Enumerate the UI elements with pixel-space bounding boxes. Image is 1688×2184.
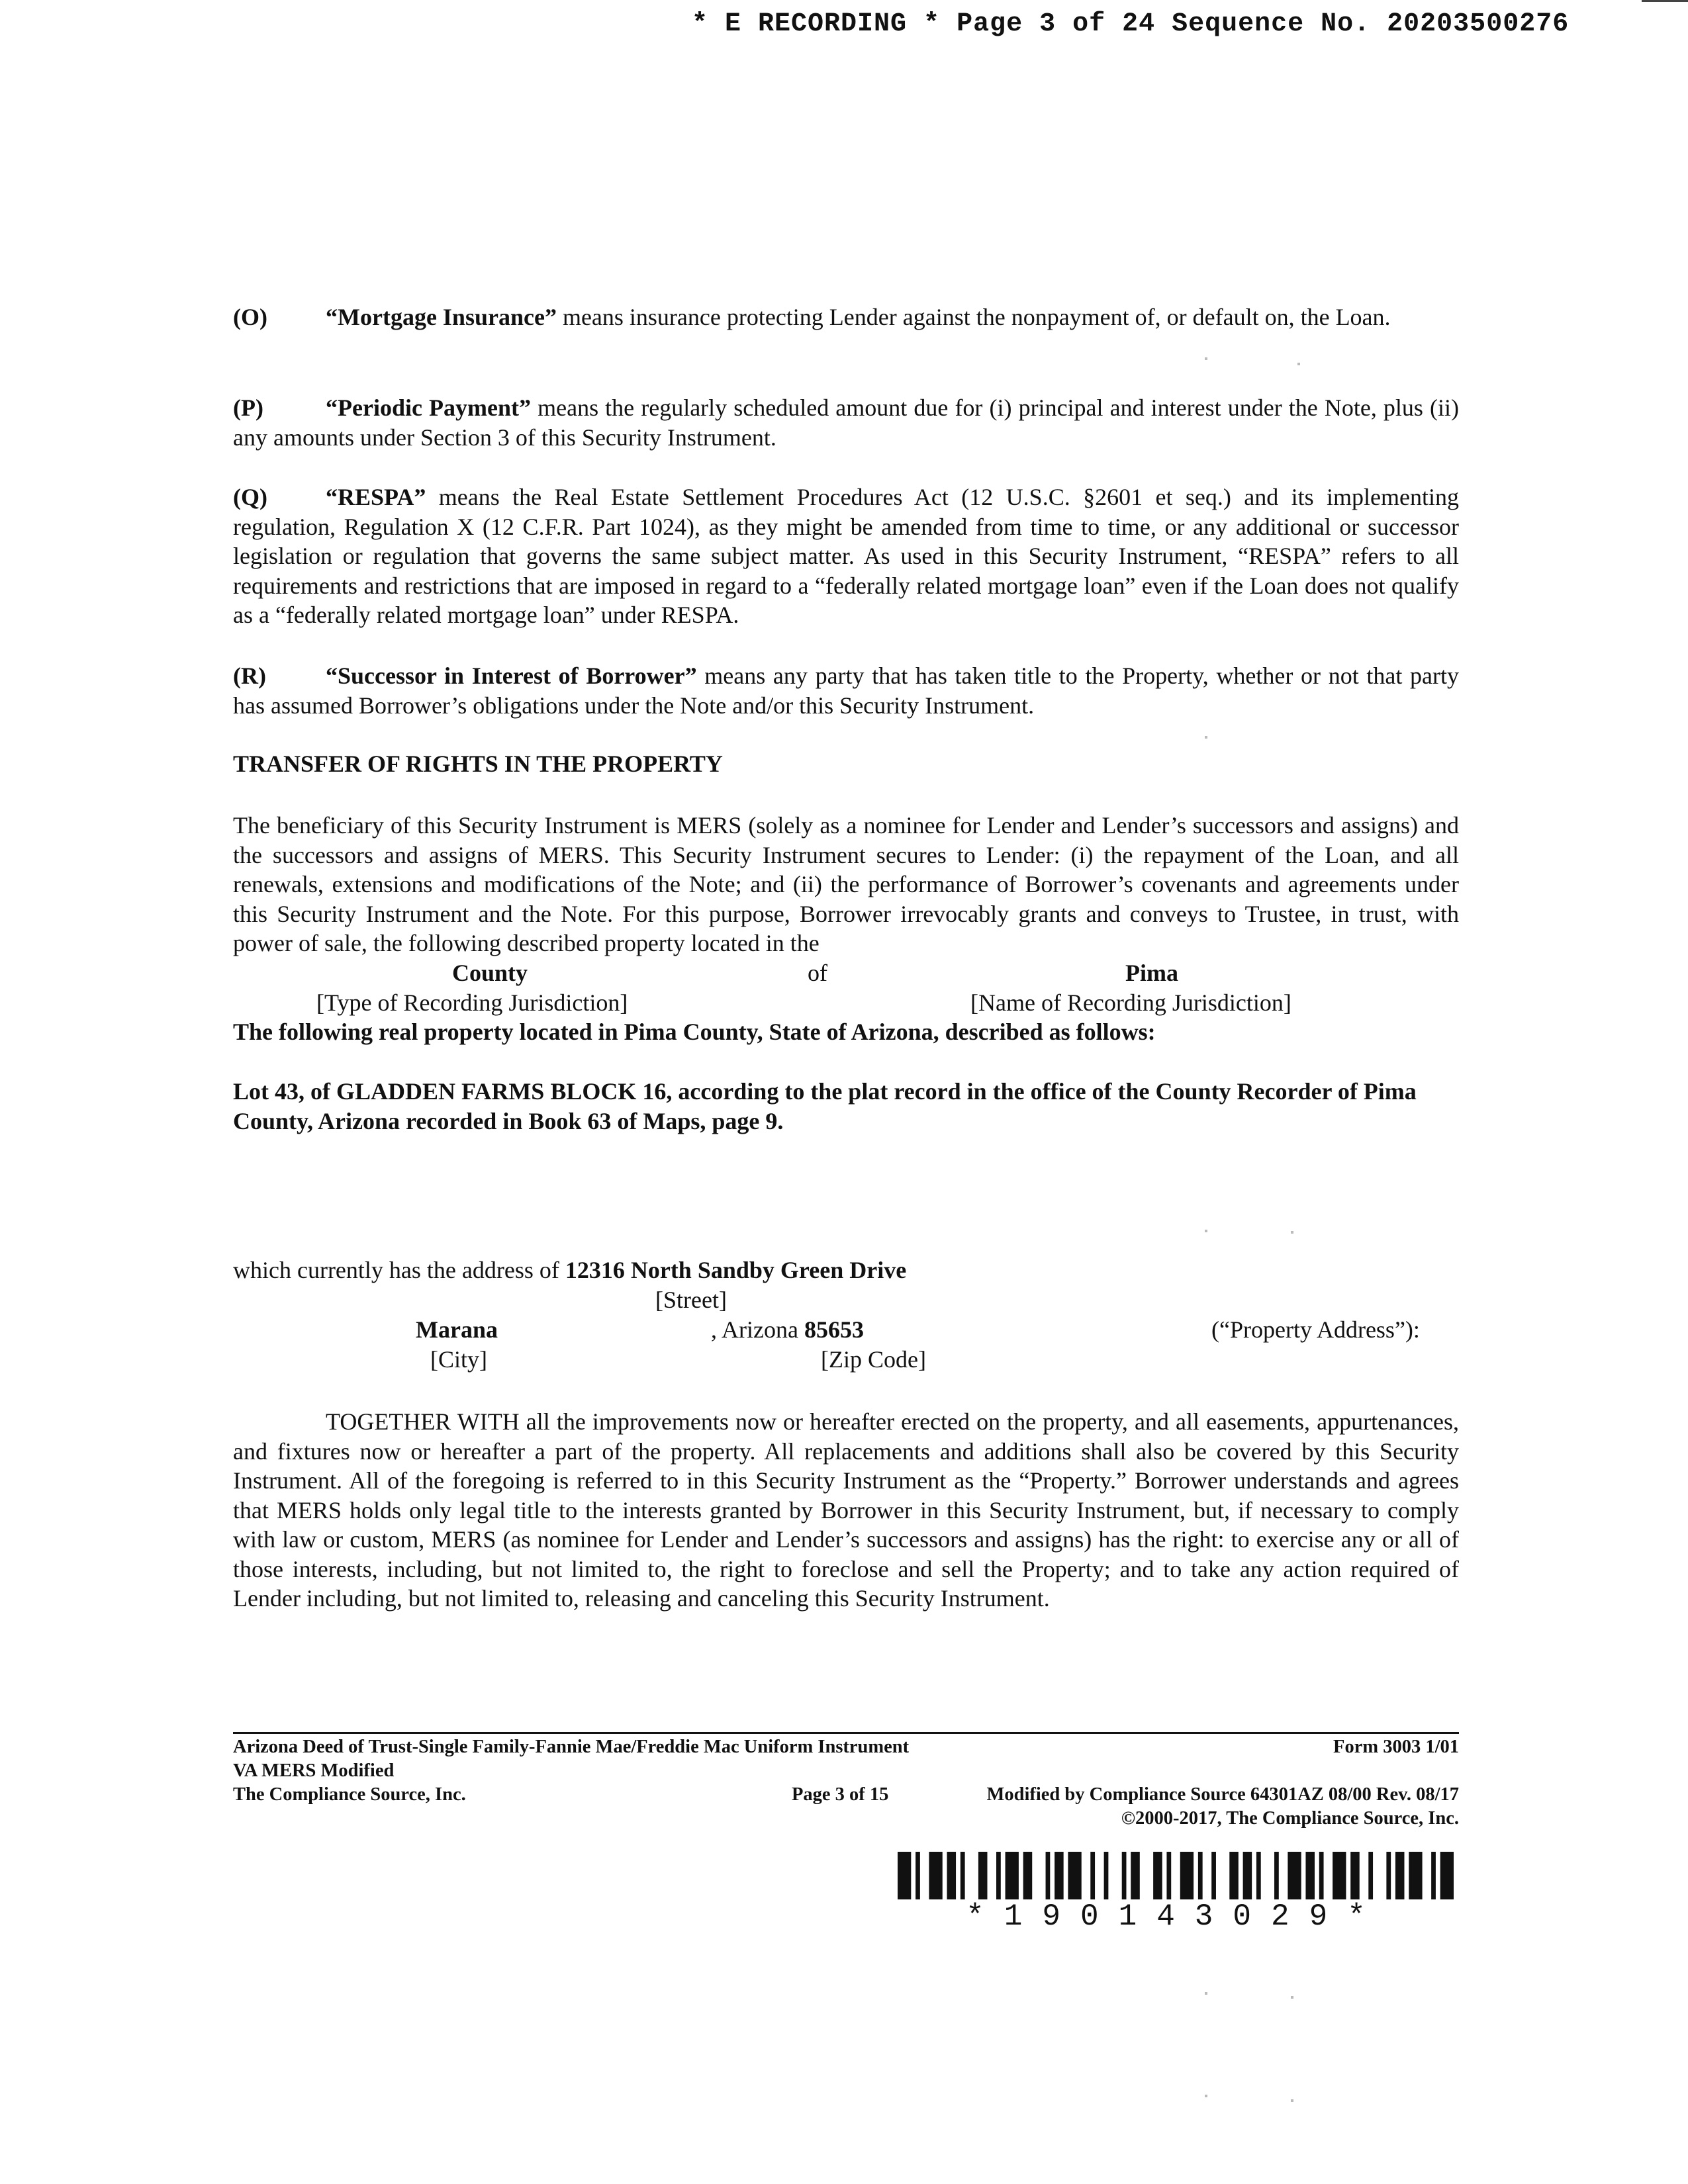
address-lead: which currently has the address of xyxy=(233,1257,559,1283)
together-paragraph: TOGETHER WITH all the improvements now or hereafter erected on the property, and all easements, appurtenances, and fixtures now or hereafter a part of the property. All replacements and additions shall also be covered by this Security Instrument. All of the foregoing is referred to in this Security Instrument as the “Property.” Borrower understands and agrees that MERS holds only legal title to the interests granted by Borrower in this Security Instrument, but, if necessary to comply with law or custom, MERS (as nominee for Lender and Lender’s successors and assigns) has the right: to exercise any or all of those interests, including, but not limited to, the right to foreclose and sell the Property; and to take any action required of Lender including, but not limited to, releasing and canceling this Security Instrument. xyxy=(233,1408,1459,1612)
jurisdiction-type-caption: [Type of Recording Jurisdiction] xyxy=(316,989,628,1016)
barcode-bar xyxy=(1350,1852,1360,1899)
zip-code: 85653 xyxy=(804,1316,864,1343)
address-line xyxy=(233,1256,906,1284)
scan-speck xyxy=(1205,2095,1207,2097)
footer-divider xyxy=(233,1732,1459,1734)
definition-label: (R) xyxy=(233,662,266,689)
scan-speck xyxy=(1205,357,1207,360)
scan-corner-mark xyxy=(1642,0,1688,2)
scan-speck xyxy=(1291,1996,1293,1999)
barcode-bar xyxy=(1243,1852,1252,1899)
definition-term: “Periodic Payment” xyxy=(326,394,532,421)
jurisdiction-name: Pima xyxy=(1125,960,1178,986)
barcode-bar xyxy=(1211,1852,1216,1899)
barcode-bar xyxy=(1023,1852,1033,1899)
barcode-bar xyxy=(1055,1852,1064,1899)
scan-speck xyxy=(1205,1992,1207,1995)
barcode-bar xyxy=(1198,1852,1203,1899)
definition-text: means any party that has taken title to the Property, whether or not that party has assumed Borrower’s obligations under the Note and/or this Security Instrument. xyxy=(233,662,1460,719)
barcode-bar xyxy=(1386,1852,1391,1899)
street-address: 12316 North Sandby Green Drive xyxy=(565,1257,907,1283)
barcode-bar xyxy=(898,1852,911,1899)
definition-p xyxy=(233,393,1459,452)
barcode-bar xyxy=(947,1852,957,1899)
definition-o xyxy=(233,302,1459,332)
definition-label: (O) xyxy=(233,304,267,330)
barcode-bar xyxy=(1409,1852,1422,1899)
company-name: The Compliance Source, Inc. xyxy=(233,1784,466,1805)
barcode-bar xyxy=(1440,1852,1454,1899)
barcode-bar xyxy=(1274,1852,1279,1899)
scan-speck xyxy=(1205,736,1207,739)
state: , Arizona xyxy=(711,1316,798,1343)
form-number: Form 3003 1/01 xyxy=(1333,1737,1459,1757)
barcode-bar xyxy=(1319,1852,1324,1899)
legal-description: Lot 43, of GLADDEN FARMS BLOCK 16, according to the plat record in the office of the County Recorder of Pima County, Arizona recorded in Book 63 of Maps, page 9. xyxy=(233,1078,1417,1134)
barcode-bar xyxy=(1288,1852,1301,1899)
definition-text: means insurance protecting Lender against the nonpayment of, or default on, the Loan. xyxy=(562,304,1391,330)
definition-term: “RESPA” xyxy=(326,484,426,510)
barcode-bar xyxy=(1305,1852,1315,1899)
barcode-bar xyxy=(996,1852,1001,1899)
barcode-bar xyxy=(1431,1852,1436,1899)
barcode-bar xyxy=(1131,1852,1140,1899)
jurisdiction-type: County xyxy=(451,960,528,986)
scan-speck xyxy=(1291,2099,1293,2102)
barcode xyxy=(898,1852,1454,1899)
city-caption: [City] xyxy=(430,1346,487,1373)
barcode-bar xyxy=(1006,1852,1019,1899)
page-number: Page 3 of 15 xyxy=(792,1784,889,1805)
barcode-bar xyxy=(1090,1852,1095,1899)
barcode-bar xyxy=(1180,1852,1194,1899)
zip-caption: [Zip Code] xyxy=(821,1346,926,1373)
barcode-bar xyxy=(1153,1852,1162,1899)
va-mers-modified: VA MERS Modified xyxy=(233,1760,395,1781)
definition-term: “Successor in Interest of Borrower” xyxy=(326,662,697,689)
barcode-text: *190143029* xyxy=(966,1899,1385,1934)
barcode-bar xyxy=(929,1852,942,1899)
definition-text: means the regularly scheduled amount due for (i) principal and interest under the Note, plus (ii) any amounts under Section 3 of this Security Instrument. xyxy=(233,394,1460,451)
state-zip xyxy=(711,1316,864,1343)
barcode-bar xyxy=(915,1852,920,1899)
definition-label: (P) xyxy=(233,394,263,421)
definition-label: (Q) xyxy=(233,484,267,510)
scan-speck xyxy=(1297,363,1300,365)
barcode-bar xyxy=(961,1852,965,1899)
copyright: ©2000-2017, The Compliance Source, Inc. xyxy=(1121,1808,1459,1829)
legal-intro: The following real property located in Pima County, State of Arizona, described as follows: xyxy=(233,1019,1156,1045)
recording-header: * E RECORDING * Page 3 of 24 Sequence No. 20203500276 xyxy=(692,9,1570,39)
city: Marana xyxy=(416,1316,498,1343)
transfer-paragraph: The beneficiary of this Security Instrument is MERS (solely as a nominee for Lender and Lender’s successors and assigns) and the successors and assigns of MERS. This Security Instrument secures to Lender: (i) the repayment of the Loan, and all renewals, extensions and modifications of the Note; and (ii) the performance of Borrower’s covenants and agreements under this Security Instrument and the Note. For this purpose, Borrower irrevocably grants and conveys to Trustee, in trust, with power of sale, the following described property located in the xyxy=(233,812,1459,956)
street-caption: [Street] xyxy=(655,1287,727,1313)
barcode-bar xyxy=(1256,1852,1261,1899)
definition-text: means the Real Estate Settlement Procedures Act (12 U.S.C. §2601 et seq.) and its implementing regulation, Regulation X (12 C.F.R. Part 1024), as they might be amended from time to time, or any additional or successor legislation or regulation that governs the same subject matter. As used in this Security Instrument, “RESPA” refers to all requirements and restrictions that are imposed in regard to a “federally related mortgage loan” even if the Loan does not qualify as a “federally related mortgage loan” under RESPA. xyxy=(233,484,1459,628)
jurisdiction-name-caption: [Name of Recording Jurisdiction] xyxy=(970,989,1291,1016)
barcode-bar xyxy=(1046,1852,1051,1899)
definition-r xyxy=(233,661,1459,720)
barcode-bar xyxy=(1333,1852,1346,1899)
definition-q xyxy=(233,482,1459,630)
of-word: of xyxy=(808,960,827,986)
barcode-bar xyxy=(1068,1852,1081,1899)
modified-by: Modified by Compliance Source 64301AZ 08/00 Rev. 08/17 xyxy=(986,1784,1459,1805)
barcode-bar xyxy=(1368,1852,1373,1899)
barcode-bar xyxy=(1104,1852,1109,1899)
barcode-bar xyxy=(1122,1852,1127,1899)
scan-speck xyxy=(1291,1231,1293,1234)
barcode-bar xyxy=(1395,1852,1405,1899)
scan-speck xyxy=(1205,1230,1207,1232)
property-address-label: (“Property Address”): xyxy=(1211,1316,1420,1343)
barcode-bar xyxy=(978,1852,988,1899)
barcode-bar xyxy=(1229,1852,1239,1899)
definition-term: “Mortgage Insurance” xyxy=(326,304,557,330)
barcode-bar xyxy=(1166,1852,1171,1899)
section-heading: TRANSFER OF RIGHTS IN THE PROPERTY xyxy=(233,751,723,777)
form-title: Arizona Deed of Trust-Single Family-Fannie Mae/Freddie Mac Uniform Instrument xyxy=(233,1737,910,1757)
